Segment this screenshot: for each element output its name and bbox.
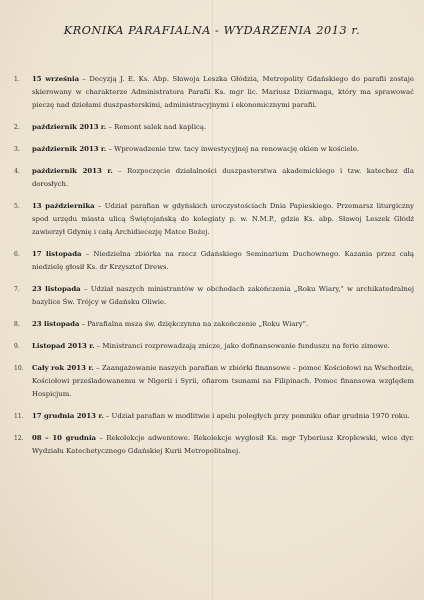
event-entry [14,432,414,458]
event-entry [14,200,414,239]
event-entry [14,362,414,401]
entry-text: – Decyzją J. E. Ks. Abp. Sławoja Leszka Głódzia, Metropolity Gdańskiego do parafii zostaje skierowany w charakterze Administratora Parafii Ks. mgr lic. Mariusz Dziarmaga, który ma sprawować pieczę nad dziełami duszpasterskimi, administracyjnymi i ekonomicznymi parafii. [32,75,414,109]
entry-date: październik 2013 r. [32,167,113,175]
entry-date: 23 listopada [32,285,81,293]
entry-number: 7. [14,286,20,293]
entry-number: 12. [14,435,24,442]
entry-text: – Remont salek nad kaplicą. [106,123,207,131]
entry-date: 13 października [32,202,95,210]
entry-text: – Udział parafian w modlitwie i apelu poległych przy pomniku ofiar grudnia 1970 roku. [103,412,410,420]
entry-text: – Niedzielna zbiórka na rzecz Gdańskiego Seminarium Duchownego. Kazania przez całą niedzielę głosił Ks. dr Krzysztof Drews. [32,250,415,271]
entry-text: – Rekolekcje adwentowe. Rekolekcje wygłosił Ks. mgr Tyberiusz Kroplewski, wice dyr. Wydziału Katechetycznego Gdańskiej Kurii Metropolitalnej. [32,434,414,455]
entry-number: 11. [14,413,24,420]
page-title: KRONIKA PARAFIALNA - WYDARZENIA 2013 r. [63,24,361,37]
entry-date: październik 2013 r. [32,145,107,153]
entry-text: – Wprowadzenie tzw. tacy inwestycyjnej na renowację okien w kościele. [106,145,360,153]
event-entry [14,165,414,191]
entry-date: 23 listopada [32,320,80,328]
event-entry [14,410,414,423]
event-entry [14,73,414,112]
entry-number: 1. [14,76,20,83]
entry-number: 5. [14,203,20,210]
event-list [14,73,414,458]
entry-number: 10. [14,365,24,372]
entry-date: Cały rok 2013 r. [32,364,94,372]
entry-date: Listopad 2013 r. [32,342,95,350]
entry-text: – Udział parafian w gdyńskich uroczystościach Dnia Papieskiego. Przemarsz liturgiczny spod urzędu miasta ulicą Świętojańską do kolegiaty p. w. N.M.P., gdzie Ks. abp. Sławoj Leszek Głódź zawierzył Gdynię i całą Archidiecezję Matce Bożej. [32,202,414,236]
entry-date: 15 września [32,75,80,83]
entry-text: – Ministranci rozprowadzają znicze, jako dofinansowanie funduszu na ferie zimowe. [94,342,390,350]
event-entry [14,283,414,309]
event-entry [14,121,414,134]
entry-text: – Zaangażowanie naszych parafian w zbiórki finansowe – pomoc Kościołowi na Wschodzie, Kościołowi prześladowanemu w Nigerii i Syrii, ofiarom tsunami na Filipinach. Pomoc finansowa względem Hospicjum. [32,364,414,398]
event-entry [14,340,414,353]
entry-date: 08 – 10 grudnia [32,434,97,442]
entry-date: 17 grudnia 2013 r. [32,412,104,420]
entry-text: – Udział naszych ministrantów w obchodach zakończenia „Roku Wiary," w archikatedralnej bazylice Św. Trójcy w Gdańsku Oliwie. [32,285,414,306]
entry-number: 8. [14,321,20,328]
entry-number: 4. [14,168,20,175]
entry-text: – Rozpoczęcie działalności duszpasterstwa akademickiego i tzw. katechez dla dorosłych. [32,167,414,188]
entry-date: październik 2013 r. [32,123,107,131]
entry-text: – Parafialna msza św. dziękczynna na zakończenie „Roku Wiary". [79,320,309,328]
entry-number: 9. [14,343,20,350]
entry-number: 2. [14,124,20,131]
event-entry [14,143,414,156]
entry-date: 17 listopada [32,250,82,258]
entry-number: 3. [14,146,20,153]
entry-number: 6. [14,251,20,258]
event-entry [14,318,414,331]
event-entry [14,248,414,274]
